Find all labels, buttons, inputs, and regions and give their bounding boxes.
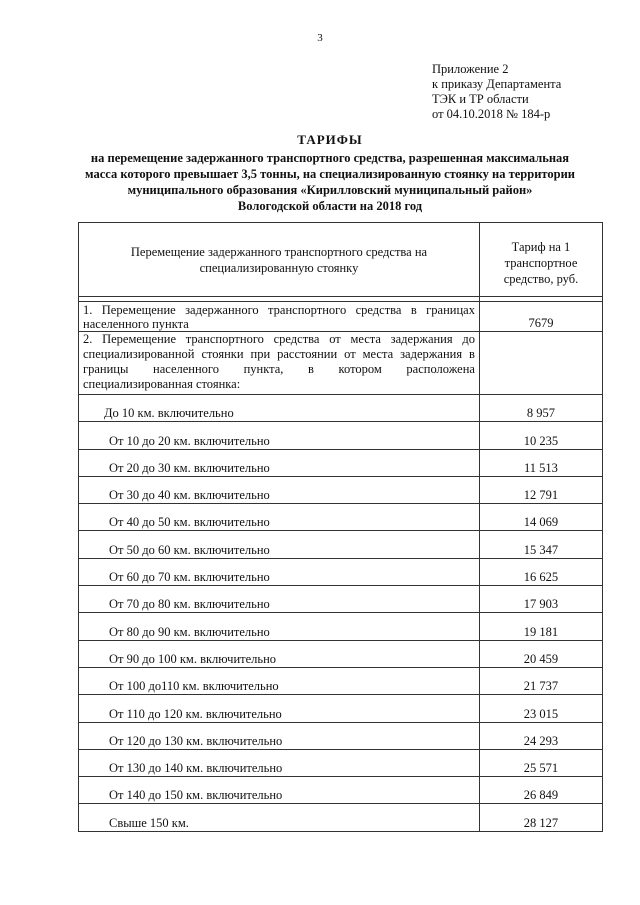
row-tariff-value: 15 347 bbox=[479, 531, 602, 558]
row-tariff-value: 28 127 bbox=[479, 804, 602, 831]
row-distance-label: До 10 км. включительно bbox=[79, 395, 480, 422]
section-1-line: 1. Перемещение задержанного транспортного средства в границах bbox=[83, 303, 475, 317]
header-tariff-line: Тариф на 1 bbox=[511, 239, 571, 254]
row-tariff-value: 10 235 bbox=[479, 422, 602, 449]
row-tariff-value: 8 957 bbox=[479, 395, 602, 422]
row-distance-label: От 70 до 80 км. включительно bbox=[79, 586, 480, 613]
header-description: Перемещение задержанного транспортного средства на специализированную стоянку bbox=[79, 223, 480, 297]
row-distance-label: От 20 до 30 км. включительно bbox=[79, 449, 480, 476]
annex-line: ТЭК и ТР области bbox=[432, 92, 529, 106]
title-line: Вологодской области на 2018 год bbox=[237, 199, 423, 213]
row-tariff-value: 19 181 bbox=[479, 613, 602, 640]
header-tariff-line: средство, руб. bbox=[503, 271, 579, 286]
row-tariff-value: 21 737 bbox=[479, 667, 602, 694]
row-distance-label: От 50 до 60 км. включительно bbox=[79, 531, 480, 558]
annex-line: Приложение 2 bbox=[432, 62, 509, 76]
section-1-line: населенного пункта bbox=[83, 317, 189, 331]
header-tariff bbox=[479, 223, 602, 297]
section-2-line: 2. Перемещение транспортного средства от места задержания до bbox=[83, 332, 475, 346]
table-row bbox=[79, 586, 603, 613]
annex-line: к приказу Департамента bbox=[432, 77, 562, 91]
table-row bbox=[79, 422, 603, 449]
row-distance-label: От 60 до 70 км. включительно bbox=[79, 558, 480, 585]
row-tariff-value: 12 791 bbox=[479, 476, 602, 503]
row-tariff-value: 11 513 bbox=[479, 449, 602, 476]
row-tariff-value: 14 069 bbox=[479, 504, 602, 531]
section-2-value bbox=[479, 332, 602, 395]
annex-line: от 04.10.2018 № 184-р bbox=[432, 107, 551, 121]
table-row bbox=[79, 395, 603, 422]
table-row bbox=[79, 749, 603, 776]
table-row bbox=[79, 777, 603, 804]
table-row bbox=[79, 476, 603, 503]
document-title bbox=[60, 132, 600, 214]
row-distance-label: От 130 до 140 км. включительно bbox=[79, 749, 480, 776]
title-line: на перемещение задержанного транспортного средства, разрешенная максимальная bbox=[90, 151, 570, 165]
tariff-table bbox=[78, 222, 603, 832]
row-tariff-value: 26 849 bbox=[479, 777, 602, 804]
table-row bbox=[79, 613, 603, 640]
row-tariff-value: 17 903 bbox=[479, 586, 602, 613]
row-distance-label: От 40 до 50 км. включительно bbox=[79, 504, 480, 531]
row-distance-label: От 100 до110 км. включительно bbox=[79, 667, 480, 694]
table-row bbox=[79, 504, 603, 531]
table-row bbox=[79, 695, 603, 722]
row-tariff-value: 24 293 bbox=[479, 722, 602, 749]
row-distance-label: От 10 до 20 км. включительно bbox=[79, 422, 480, 449]
row-tariff-value: 23 015 bbox=[479, 695, 602, 722]
row-tariff-value: 20 459 bbox=[479, 640, 602, 667]
row-tariff-value: 16 625 bbox=[479, 558, 602, 585]
table-row bbox=[79, 804, 603, 831]
table-header-row bbox=[79, 223, 603, 297]
table-row bbox=[79, 640, 603, 667]
row-distance-label: От 80 до 90 км. включительно bbox=[79, 613, 480, 640]
title-line: масса которого превышает 3,5 тонны, на специализированную стоянку на территории bbox=[85, 167, 575, 181]
table-row bbox=[79, 667, 603, 694]
section-2-line: специализированная стоянка: bbox=[83, 377, 241, 391]
table-row-section-2 bbox=[79, 332, 603, 395]
title-heading: ТАРИФЫ bbox=[297, 132, 363, 147]
page-number: 3 bbox=[317, 32, 323, 44]
section-2-line: границы населенного пункта, в котором расположена bbox=[83, 362, 475, 376]
row-distance-label: От 140 до 150 км. включительно bbox=[79, 777, 480, 804]
row-distance-label: От 30 до 40 км. включительно bbox=[79, 476, 480, 503]
row-distance-label: От 120 до 130 км. включительно bbox=[79, 722, 480, 749]
annex-block bbox=[432, 62, 561, 122]
title-line: муниципального образования «Кирилловский муниципальный район» bbox=[127, 183, 533, 197]
table-row bbox=[79, 531, 603, 558]
section-1-value: 7679 bbox=[479, 302, 602, 332]
header-tariff-line: транспортное bbox=[504, 255, 578, 270]
distance-rows bbox=[79, 395, 603, 832]
row-distance-label: От 110 до 120 км. включительно bbox=[79, 695, 480, 722]
section-2-description bbox=[79, 332, 480, 395]
row-distance-label: Свыше 150 км. bbox=[79, 804, 480, 831]
row-tariff-value: 25 571 bbox=[479, 749, 602, 776]
table-row-section-1 bbox=[79, 302, 603, 332]
row-distance-label: От 90 до 100 км. включительно bbox=[79, 640, 480, 667]
section-2-line: специализированной стоянки при расстоянии от места задержания в bbox=[83, 347, 475, 361]
section-1-description bbox=[79, 302, 480, 332]
table-row bbox=[79, 449, 603, 476]
table-row bbox=[79, 558, 603, 585]
table-row bbox=[79, 722, 603, 749]
